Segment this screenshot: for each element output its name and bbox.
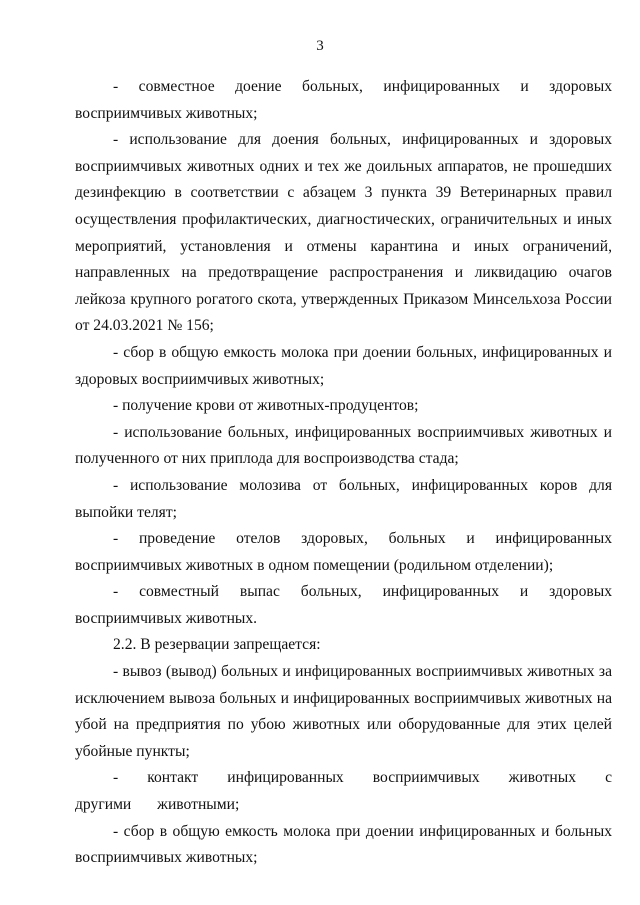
- paragraph-milking-machines: - использование для доения больных, инфицированных и здоровых восприимчивых животных одних и тех же доильных аппаратов, не прошедших дезинфекцию в соответствии с абзацем 3 пункта 39 Ветеринарных правил осуществления профилактических, диагностических, ограничительных и иных мероприятий, установления и отмены карантина и иных ограничений, направленных на предотвращение распространения и ликвидацию очагов лейкоза крупного рогатого скота, утвержденных Приказом Минсельхоза России от 24.03.2021 № 156;: [75, 131, 612, 335]
- paragraph-joint-milking: - совместное доение больных, инфицированных и здоровых восприимчивых животных;: [75, 78, 612, 122]
- paragraph-export-ban: - вывоз (вывод) больных и инфицированных восприимчивых животных за исключением вывоза больных и инфицированных восприимчивых животных на убой на предприятия по убою животных или оборудованные для этих целей убойные пункты;: [75, 663, 612, 760]
- paragraph-colostrum: - использование молозива от больных, инфицированных коров для выпойки телят;: [75, 476, 612, 521]
- paragraph-milk-collection: - сбор в общую емкость молока при доении больных, инфицированных и здоровых восприимчивых животных;: [75, 343, 612, 388]
- paragraph-milk-collection-reservation: - сбор в общую емкость молока при доении инфицированных и больных восприимчивых животных;: [75, 822, 612, 867]
- paragraph-joint-grazing: - совместный выпас больных, инфицированных и здоровых восприимчивых животных.: [75, 583, 612, 627]
- page-number: 3: [316, 38, 324, 54]
- paragraph-contact-ban: - контакт инфицированных восприимчивых животных с другими животными;: [75, 769, 612, 814]
- paragraph-calving: - проведение отелов здоровых, больных и инфицированных восприимчивых животных в одном помещении (родильном отделении);: [75, 530, 612, 574]
- paragraph-blood-collection: - получение крови от животных-продуцентов;: [113, 397, 419, 415]
- paragraph-reproduction: - использование больных, инфицированных восприимчивых животных и полученного от них приплода для воспроизводства стада;: [75, 423, 612, 468]
- section-heading-2-2: 2.2. В резервации запрещается:: [113, 636, 321, 654]
- document-body: [75, 74, 612, 872]
